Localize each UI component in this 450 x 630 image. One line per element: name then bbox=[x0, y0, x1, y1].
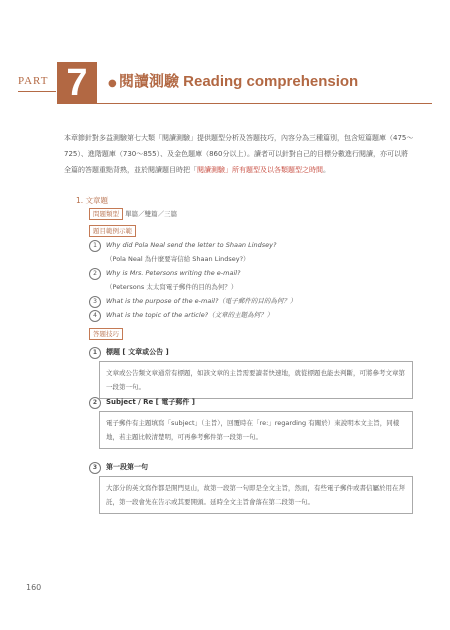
circled-number-icon: 1 bbox=[89, 347, 101, 359]
question-type-desc: 單篇／雙篇／三篇 bbox=[125, 210, 178, 218]
tip-body-box: 大部分的英文寫作都是開門見山，故第一段第一句即是全文主旨，然而，有些電子郵件或書信屬於用在拜託，第一段會先在告示或其要開頭。延時全文主旨會落在第二段第一句。 bbox=[99, 476, 413, 514]
tips-tag: 答題技巧 bbox=[89, 328, 123, 340]
circled-number-icon: 1 bbox=[89, 240, 101, 252]
question-translation: （Pola Neal 為什麼要寄信給 Shaan Lindsey?） bbox=[106, 255, 250, 263]
intro-text: 本章節針對多益測驗第七大類「閱讀測驗」提供題型分析及答題技巧，內容分為三種篇別，包含短篇題庫（475～725）、進階題庫（730～855）、及金色題庫（860分以上）。讀者可以針對自己的目標分數進行閱讀，亦可以將全篇的答題重點背熟，並於閱讀題目時把「 bbox=[64, 134, 414, 174]
intro-highlight: 閱讀測驗」所有題型及以各類題型之時間 bbox=[197, 166, 323, 174]
circled-number-icon: 2 bbox=[89, 397, 101, 409]
circled-number-icon: 3 bbox=[89, 296, 101, 308]
tip-heading bbox=[89, 462, 148, 474]
tip-title: 標題 [ 文章或公告 ] bbox=[106, 348, 169, 356]
part-number-badge: 7 bbox=[57, 62, 97, 104]
section-title: 1. 文章題 bbox=[76, 196, 109, 205]
part-label: PART bbox=[18, 75, 49, 87]
question-translation: （Petersons 太太寫電子郵件的目的為何？） bbox=[106, 283, 238, 291]
question-item bbox=[89, 268, 241, 280]
circled-number-icon: 2 bbox=[89, 268, 101, 280]
circled-number-icon: 3 bbox=[89, 462, 101, 474]
question-type-row bbox=[89, 208, 177, 220]
tips-tag-row bbox=[89, 328, 123, 340]
chapter-title: 閱讀測驗 Reading comprehension bbox=[119, 73, 359, 90]
intro-paragraph bbox=[64, 130, 414, 178]
part-divider-right bbox=[97, 103, 432, 104]
tip-heading bbox=[89, 347, 169, 359]
question-text: Why is Mrs. Petersons writing the e-mail? bbox=[106, 269, 241, 277]
tip-body-box: 電子郵件有主題填寫「subject」（主旨），回覆時在「re:」regarding 有關於）來說明本文主旨，同樣地，若主題比較清楚明，可再參考郵件第一段第一句。 bbox=[99, 411, 413, 449]
intro-text-end: 。 bbox=[323, 166, 330, 174]
part-divider-left bbox=[18, 91, 56, 92]
question-type-tag: 問題類型 bbox=[89, 208, 123, 220]
page-number: 160 bbox=[26, 583, 42, 592]
circled-number-icon: 4 bbox=[89, 310, 101, 322]
question-text: What is the topic of the article?（文章的主題為何？） bbox=[106, 311, 274, 319]
question-text: What is the purpose of the e-mail?（電子郵件的目的為何？） bbox=[106, 297, 297, 305]
title-bullet-icon: ● bbox=[108, 78, 117, 89]
question-item bbox=[89, 240, 276, 252]
tip-title: Subject / Re [ 電子郵件 ] bbox=[106, 398, 195, 406]
examples-tag-row bbox=[89, 225, 136, 237]
tip-title: 第一段第一句 bbox=[106, 463, 148, 471]
question-item bbox=[89, 296, 296, 308]
question-text: Why did Pola Neal send the letter to Shaan Lindsey? bbox=[106, 241, 277, 249]
tip-heading bbox=[89, 397, 195, 409]
examples-tag: 題目範例示範 bbox=[89, 225, 136, 237]
question-item bbox=[89, 310, 273, 322]
tip-body-box: 文章或公告類文章通常有標題，如該文章的主旨需要讀者快速地，就從標題也能去判斷，可將參考文章第一段第一句。 bbox=[99, 361, 413, 399]
